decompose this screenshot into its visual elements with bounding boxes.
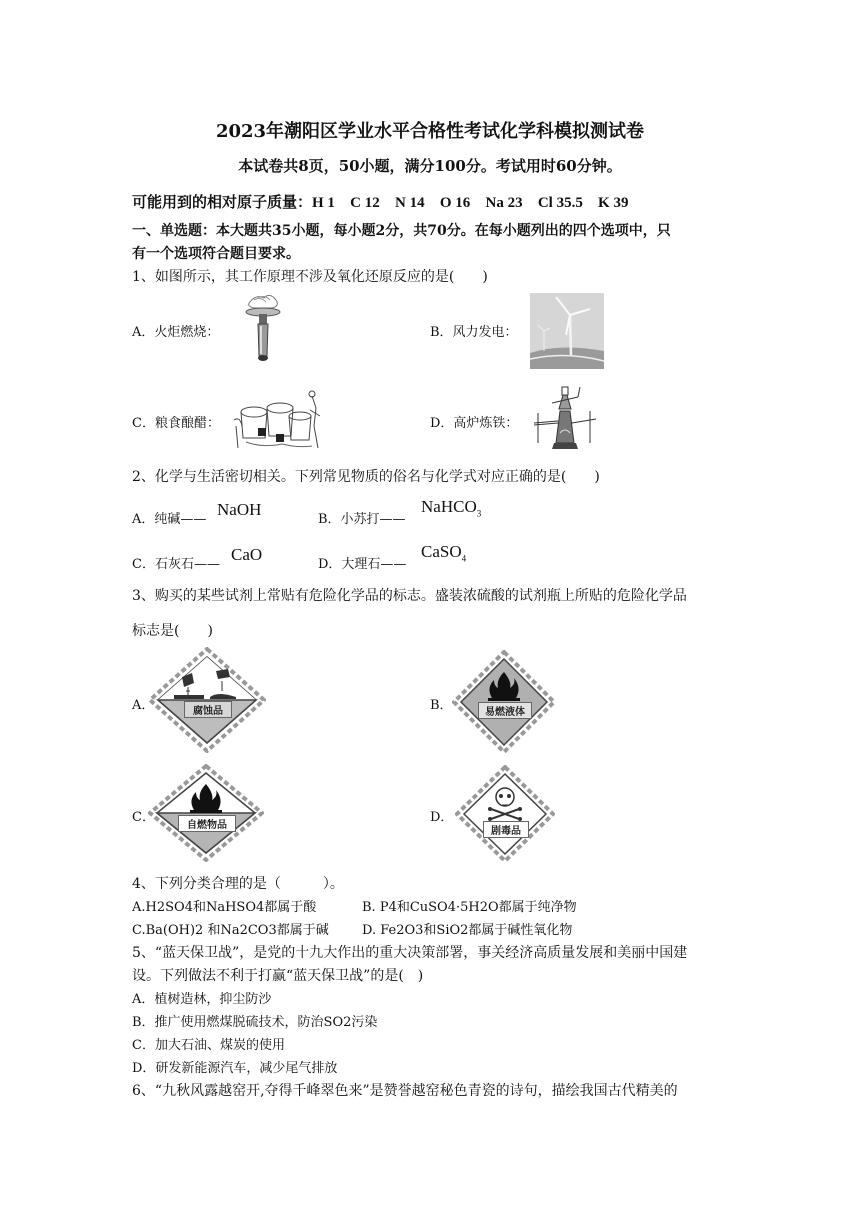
spontaneous-combustion-sign — [148, 764, 264, 862]
toxic-sign — [455, 765, 555, 863]
atomic-masses-line — [132, 191, 628, 212]
q3-option-c: C． — [132, 810, 155, 825]
atomic-mass-cl: Cl 35.5 — [537, 195, 583, 211]
flammable-liquid-sign — [452, 650, 556, 754]
q5-stem-line2: 设。下列做法不利于打赢“蓝天保卫战”的是( ) — [132, 968, 424, 984]
page-title: 2023年潮阳区学业水平合格性考试化学科模拟测试卷 — [215, 121, 645, 142]
flammable-liquid-sign-label: 易燃液体 — [478, 702, 532, 719]
q1-option-b: B．风力发电： — [430, 325, 518, 340]
q5-stem-line1: 5、“蓝天保卫战”，是党的十九大作出的重大决策部署，事关经济高质量发展和美丽中国建 — [132, 945, 688, 961]
q3-option-b: B． — [430, 698, 453, 713]
atomic-mass-na: Na 23 — [485, 195, 523, 211]
q2-formula-b — [421, 497, 481, 518]
q5-option-c: C．加大石油、煤炭的使用 — [132, 1038, 285, 1053]
corrosive-sign-label: 腐蚀品 — [184, 701, 232, 718]
q4-option-c: C.Ba(OH)2 和Na2CO3都属于碱 — [132, 923, 329, 938]
q4-option-b: B. P4和CuSO4·5H2O都属于纯净物 — [362, 900, 577, 915]
q3-stem-line1: 3、购买的某些试剂上常贴有危险化学品的标志。盛装浓硫酸的试剂瓶上所贴的危险化学品 — [132, 588, 687, 604]
q2-formula-b-sub: 3 — [476, 508, 482, 519]
q1-option-d: D．高炉炼铁： — [430, 416, 519, 431]
atomic-mass-n: N 14 — [395, 195, 425, 211]
q2-option-a: A．纯碱—— — [132, 512, 207, 527]
vinegar-brewing-image — [232, 386, 324, 452]
q1-stem: 1、如图所示，其工作原理不涉及氧化还原反应的是( ) — [132, 269, 488, 285]
q2-stem: 2、化学与生活密切相关。下列常见物质的俗名与化学式对应正确的是( ) — [132, 469, 600, 485]
q2-option-b: B．小苏打—— — [318, 512, 406, 527]
q5-option-d: D．研发新能源汽车，减少尾气排放 — [132, 1061, 338, 1076]
section-heading-line2: 有一个选项符合题目要求。 — [132, 246, 300, 262]
q5-option-a: A．植树造林，抑尘防沙 — [132, 992, 272, 1007]
q5-option-b: B．推广使用燃煤脱硫技术，防治SO2污染 — [132, 1015, 378, 1030]
torch-image — [240, 292, 286, 366]
q2-option-d: D．大理石—— — [318, 557, 407, 572]
q2-option-c: C．石灰石—— — [132, 557, 220, 572]
q3-option-d: D． — [430, 810, 454, 825]
section-heading-line1: 一、单选题：本大题共35小题，每小题2分，共70分。在每小题列出的四个选项中，只 — [132, 223, 671, 239]
q4-stem: 4、下列分类合理的是（ ）。 — [132, 876, 344, 892]
spontaneous-combustion-sign-label: 自燃物品 — [178, 815, 236, 832]
q4-option-d: D. Fe2O3和SiO2都属于碱性氧化物 — [362, 923, 573, 938]
atomic-mass-o: O 16 — [439, 195, 471, 211]
q2-formula-d — [421, 542, 466, 563]
q1-option-a: A．火炬燃烧： — [132, 325, 220, 340]
atomic-mass-h: H 1 — [312, 195, 335, 211]
q4-option-a: A.H2SO4和NaHSO4都属于酸 — [132, 900, 317, 915]
q2-formula-a: NaOH — [217, 500, 262, 519]
wind-turbine-image — [530, 293, 604, 369]
page-subtitle: 本试卷共8页，50小题，满分100分。考试用时60分钟。 — [238, 157, 622, 175]
q2-formula-b-main: NaHCO — [421, 497, 477, 516]
q1-option-c: C．粮食酿醋： — [132, 416, 220, 431]
q2-formula-d-sub: 4 — [461, 553, 467, 564]
atomic-mass-c: C 12 — [350, 195, 380, 211]
q3-option-a: A． — [132, 698, 155, 713]
toxic-sign-label: 剧毒品 — [483, 821, 529, 838]
atomic-masses-label: 可能用到的相对原子质量： — [132, 193, 313, 211]
atomic-mass-k: K 39 — [598, 195, 629, 211]
q6-stem: 6、“九秋风露越窑开,夺得千峰翠色来”是赞誉越窑秘色青瓷的诗句，描绘我国古代精美的 — [132, 1083, 678, 1099]
blast-furnace-image — [530, 383, 600, 451]
q2-formula-c: CaO — [231, 545, 263, 564]
q3-stem-line2: 标志是( ) — [132, 623, 213, 639]
q2-formula-d-main: CaSO — [421, 542, 462, 561]
corrosive-sign — [148, 647, 266, 753]
